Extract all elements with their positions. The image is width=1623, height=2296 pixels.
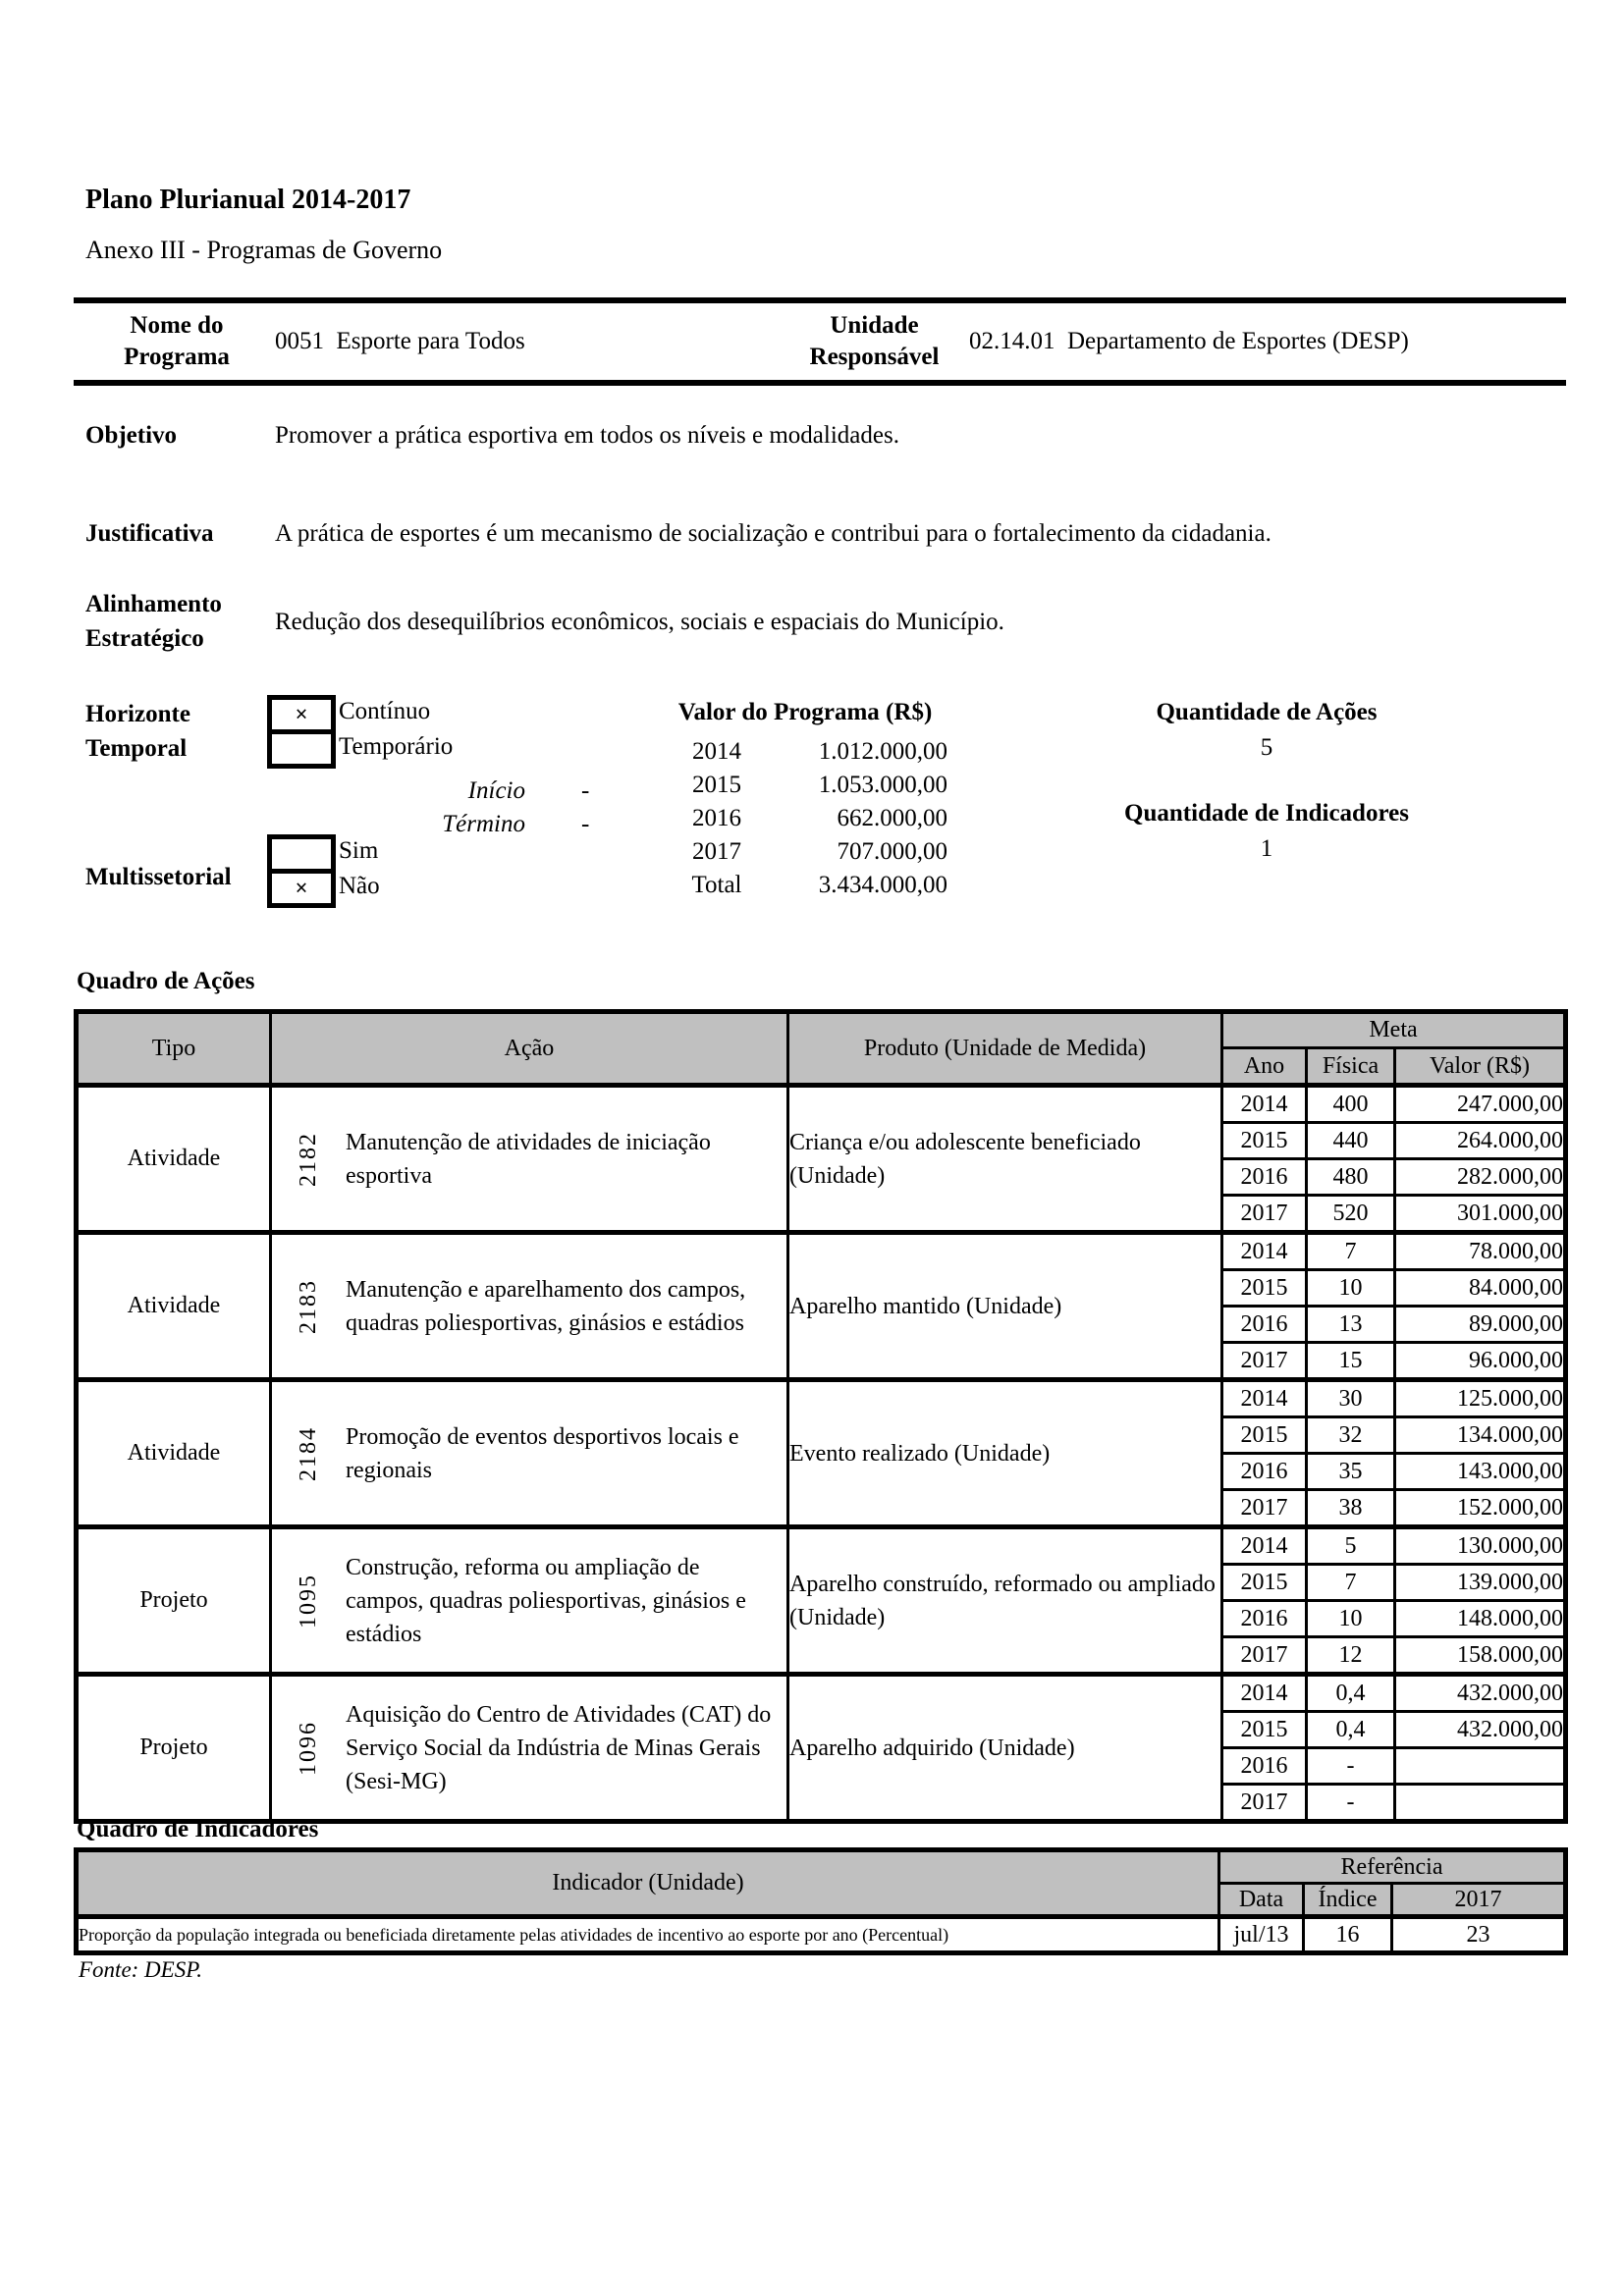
- acao-text: Construção, reforma ou ampliação de campos, quadras poliesportivas, ginásios e estádios: [346, 1554, 746, 1647]
- valor-programa-row: [653, 769, 947, 802]
- acao-descricao: [271, 1527, 788, 1675]
- acao-text: Manutenção de atividades de iniciação esportiva: [346, 1129, 711, 1189]
- vp-value: 707.000,00: [837, 838, 947, 865]
- meta-ano: 2017: [1222, 1637, 1307, 1675]
- multissetorial-checkbox-group: [267, 834, 336, 908]
- doc-subtitle: Anexo III - Programas de Governo: [85, 236, 443, 264]
- horizonte-temporal-label: Horizonte Temporal: [85, 701, 190, 762]
- meta-ano: 2017: [1222, 1785, 1307, 1822]
- multissetorial-label: Multissetorial: [85, 864, 232, 890]
- meta-fisica: 400: [1307, 1086, 1395, 1123]
- meta-ano: 2016: [1222, 1601, 1307, 1637]
- meta-ano: 2015: [1222, 1123, 1307, 1159]
- col-header-data: Data: [1219, 1884, 1304, 1917]
- acao-descricao: [271, 1675, 788, 1822]
- valor-programa-row: [653, 835, 947, 869]
- meta-ano: 2014: [1222, 1527, 1307, 1565]
- meta-valor: [1395, 1748, 1566, 1785]
- objetivo-value: Promover a prática esportiva em todos os níveis e modalidades.: [275, 422, 899, 449]
- col-header-acao: Ação: [271, 1012, 788, 1086]
- acao-codigo-text: 2183: [296, 1278, 321, 1334]
- meta-ano: 2016: [1222, 1454, 1307, 1490]
- indicator-indice: 16: [1304, 1917, 1392, 1953]
- meta-ano: 2014: [1222, 1675, 1307, 1712]
- vp-value: 1.012.000,00: [818, 738, 947, 765]
- meta-fisica: 10: [1307, 1270, 1395, 1307]
- meta-fisica: 440: [1307, 1123, 1395, 1159]
- col-header-referencia: Referência: [1219, 1850, 1566, 1884]
- indicator-row: [77, 1917, 1566, 1953]
- meta-fisica: 35: [1307, 1454, 1395, 1490]
- indicator-2017: 23: [1392, 1917, 1566, 1953]
- indicator-text: Proporção da população integrada ou beneficiada diretamente pelas atividades de incentivo ao esporte por ano (Percentual): [77, 1917, 1219, 1953]
- meta-valor: 84.000,00: [1395, 1270, 1566, 1307]
- vp-year: 2014: [692, 738, 741, 765]
- meta-ano: 2014: [1222, 1233, 1307, 1270]
- program-name-label: Nome do Programa: [124, 312, 230, 370]
- meta-ano: 2016: [1222, 1307, 1307, 1343]
- acao-codigo-text: 1095: [296, 1573, 321, 1629]
- acao-wrap: [272, 1273, 786, 1340]
- checkbox-nao: [272, 869, 331, 903]
- acao-tipo: Atividade: [77, 1380, 271, 1527]
- continuo-label: Contínuo: [339, 698, 431, 724]
- indicator-data: jul/13: [1219, 1917, 1304, 1953]
- termino-label: Término: [442, 811, 525, 837]
- acao-tipo: Projeto: [77, 1675, 271, 1822]
- termino-value: -: [581, 811, 590, 837]
- meta-ano: 2015: [1222, 1565, 1307, 1601]
- meta-ano: 2016: [1222, 1748, 1307, 1785]
- program-header: [74, 297, 1566, 386]
- quantidade-acoes-value: 5: [1260, 734, 1273, 761]
- acao-wrap: [272, 1420, 786, 1487]
- quantidade-indicadores-value: 1: [1260, 835, 1273, 862]
- acao-codigo: [272, 1279, 346, 1334]
- objetivo-label: Objetivo: [85, 422, 178, 449]
- sim-label: Sim: [339, 837, 379, 864]
- meta-valor: 301.000,00: [1395, 1196, 1566, 1233]
- vp-year: Total: [691, 872, 742, 898]
- quadro-acoes-table: [74, 1009, 1568, 1824]
- vp-year: 2016: [692, 805, 741, 831]
- meta-valor: 264.000,00: [1395, 1123, 1566, 1159]
- meta-valor: 96.000,00: [1395, 1343, 1566, 1380]
- justificativa-value: A prática de esportes é um mecanismo de socialização e contribui para o fortalecimento da cidadania.: [275, 520, 1271, 547]
- col-header-ano: Ano: [1222, 1048, 1307, 1086]
- meta-fisica: 10: [1307, 1601, 1395, 1637]
- vp-value: 3.434.000,00: [818, 872, 947, 898]
- meta-valor: 134.000,00: [1395, 1417, 1566, 1454]
- meta-ano: 2015: [1222, 1712, 1307, 1748]
- vp-year: 2015: [692, 772, 741, 798]
- horizonte-checkbox-group: [267, 695, 336, 769]
- meta-ano: 2016: [1222, 1159, 1307, 1196]
- meta-fisica: 480: [1307, 1159, 1395, 1196]
- acao-produto: Criança e/ou adolescente beneficiado (Unidade): [788, 1086, 1222, 1233]
- meta-valor: 432.000,00: [1395, 1675, 1566, 1712]
- meta-valor: 89.000,00: [1395, 1307, 1566, 1343]
- valor-programa-row: [653, 735, 947, 769]
- meta-ano: 2014: [1222, 1086, 1307, 1123]
- acao-produto: Aparelho construído, reformado ou ampliado (Unidade): [788, 1527, 1222, 1675]
- acao-text: Aquisição do Centro de Atividades (CAT) do Serviço Social da Indústria de Minas Gerais (Sesi-MG): [346, 1701, 772, 1794]
- acao-codigo: [272, 1721, 346, 1776]
- acao-tipo: Atividade: [77, 1233, 271, 1380]
- checkbox-continuo: [272, 700, 331, 729]
- acao-meta-row: [77, 1233, 1566, 1270]
- acao-tipo: Atividade: [77, 1086, 271, 1233]
- meta-ano: 2015: [1222, 1270, 1307, 1307]
- meta-fisica: 7: [1307, 1565, 1395, 1601]
- meta-valor: 139.000,00: [1395, 1565, 1566, 1601]
- vp-value: 1.053.000,00: [818, 772, 947, 798]
- acao-wrap: [272, 1698, 786, 1798]
- acao-text: Promoção de eventos desportivos locais e regionais: [346, 1423, 739, 1483]
- acao-wrap: [272, 1126, 786, 1193]
- inicio-label: Início: [467, 777, 525, 804]
- checkbox-temporario: [272, 729, 331, 764]
- quadro-indicadores-title: Quadro de Indicadores: [77, 1816, 319, 1842]
- checkbox-mark: ×: [295, 876, 308, 900]
- meta-ano: 2015: [1222, 1417, 1307, 1454]
- col-header-meta: Meta: [1222, 1012, 1566, 1048]
- acao-meta-row: [77, 1380, 1566, 1417]
- acao-codigo-text: 2184: [296, 1425, 321, 1481]
- acao-meta-row: [77, 1675, 1566, 1712]
- meta-valor: 130.000,00: [1395, 1527, 1566, 1565]
- col-header-2017: 2017: [1392, 1884, 1566, 1917]
- temporario-label: Temporário: [339, 733, 454, 760]
- meta-valor: 247.000,00: [1395, 1086, 1566, 1123]
- acao-descricao: [271, 1233, 788, 1380]
- meta-valor: [1395, 1785, 1566, 1822]
- acao-meta-row: [77, 1527, 1566, 1565]
- acao-codigo: [272, 1426, 346, 1481]
- acao-descricao: [271, 1380, 788, 1527]
- meta-valor: 432.000,00: [1395, 1712, 1566, 1748]
- acao-produto: Aparelho mantido (Unidade): [788, 1233, 1222, 1380]
- meta-ano: 2017: [1222, 1343, 1307, 1380]
- valor-programa-row: [653, 869, 947, 902]
- vp-year: 2017: [692, 838, 741, 865]
- acao-codigo: [272, 1574, 346, 1629]
- meta-valor: 143.000,00: [1395, 1454, 1566, 1490]
- meta-fisica: 5: [1307, 1527, 1395, 1565]
- meta-ano: 2017: [1222, 1490, 1307, 1527]
- meta-fisica: 0,4: [1307, 1712, 1395, 1748]
- meta-fisica: -: [1307, 1785, 1395, 1822]
- meta-ano: 2017: [1222, 1196, 1307, 1233]
- fonte-note: Fonte: DESP.: [79, 1957, 203, 1982]
- valor-programa-title: Valor do Programa (R$): [677, 699, 933, 725]
- meta-fisica: 32: [1307, 1417, 1395, 1454]
- quantidade-acoes-label: Quantidade de Ações: [1156, 699, 1378, 725]
- meta-fisica: -: [1307, 1748, 1395, 1785]
- meta-valor: 158.000,00: [1395, 1637, 1566, 1675]
- col-header-indicador: Indicador (Unidade): [77, 1850, 1219, 1917]
- nao-label: Não: [339, 873, 380, 899]
- col-header-tipo: Tipo: [77, 1012, 271, 1086]
- justificativa-label: Justificativa: [85, 520, 214, 547]
- quadro-indicadores-table: [74, 1847, 1568, 1955]
- program-name-value: 0051 Esporte para Todos: [275, 328, 525, 354]
- col-header-indice: Índice: [1304, 1884, 1392, 1917]
- meta-fisica: 520: [1307, 1196, 1395, 1233]
- meta-fisica: 30: [1307, 1380, 1395, 1417]
- meta-valor: 152.000,00: [1395, 1490, 1566, 1527]
- meta-fisica: 12: [1307, 1637, 1395, 1675]
- acao-produto: Aparelho adquirido (Unidade): [788, 1675, 1222, 1822]
- acao-codigo: [272, 1132, 346, 1187]
- program-unit-value: 02.14.01 Departamento de Esportes (DESP): [969, 328, 1409, 354]
- checkbox-mark: ×: [295, 702, 308, 726]
- meta-valor: 78.000,00: [1395, 1233, 1566, 1270]
- meta-fisica: 7: [1307, 1233, 1395, 1270]
- acao-meta-row: [77, 1086, 1566, 1123]
- alinhamento-value: Redução dos desequilíbrios econômicos, sociais e espaciais do Município.: [275, 609, 1004, 635]
- meta-fisica: 38: [1307, 1490, 1395, 1527]
- meta-fisica: 0,4: [1307, 1675, 1395, 1712]
- meta-valor: 282.000,00: [1395, 1159, 1566, 1196]
- meta-ano: 2014: [1222, 1380, 1307, 1417]
- checkbox-sim: [272, 839, 331, 869]
- meta-fisica: 15: [1307, 1343, 1395, 1380]
- alinhamento-label: Alinhamento Estratégico: [85, 591, 222, 652]
- col-header-fisica: Física: [1307, 1048, 1395, 1086]
- col-header-produto: Produto (Unidade de Medida): [788, 1012, 1222, 1086]
- doc-title: Plano Plurianual 2014-2017: [85, 185, 411, 215]
- acao-codigo-text: 2182: [296, 1131, 321, 1187]
- acao-descricao: [271, 1086, 788, 1233]
- meta-fisica: 13: [1307, 1307, 1395, 1343]
- meta-valor: 125.000,00: [1395, 1380, 1566, 1417]
- valor-programa-rows: [653, 735, 947, 902]
- program-unit-label: Unidade Responsável: [809, 312, 940, 370]
- acoes-table-body: [77, 1086, 1566, 1822]
- acao-codigo-text: 1096: [296, 1720, 321, 1776]
- vp-value: 662.000,00: [837, 805, 947, 831]
- acao-produto: Evento realizado (Unidade): [788, 1380, 1222, 1527]
- col-header-valor: Valor (R$): [1395, 1048, 1566, 1086]
- acao-tipo: Projeto: [77, 1527, 271, 1675]
- valor-programa-row: [653, 802, 947, 835]
- quadro-acoes-title: Quadro de Ações: [77, 968, 255, 994]
- acao-wrap: [272, 1551, 786, 1651]
- meta-valor: 148.000,00: [1395, 1601, 1566, 1637]
- inicio-value: -: [581, 777, 590, 804]
- quantidade-indicadores-label: Quantidade de Indicadores: [1124, 800, 1409, 827]
- acao-text: Manutenção e aparelhamento dos campos, quadras poliesportivas, ginásios e estádios: [346, 1276, 746, 1336]
